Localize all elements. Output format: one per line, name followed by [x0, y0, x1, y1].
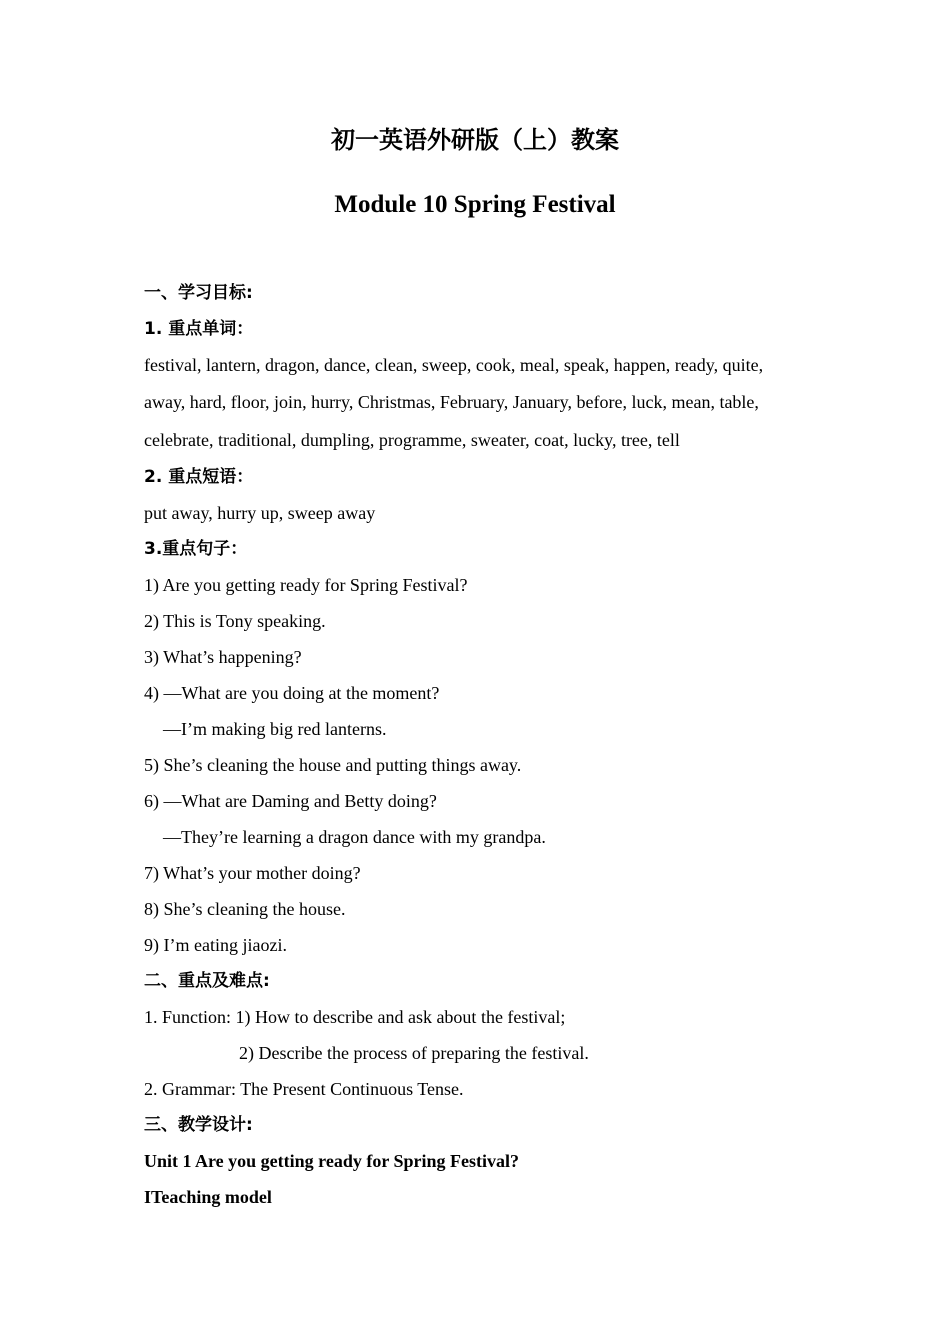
key-words-line: festival, lantern, dragon, dance, clean, sweep, cook, meal, speak, happen, ready, quite,: [144, 355, 764, 375]
sentence-item: 4) —What are you doing at the moment?: [144, 682, 440, 703]
teaching-model-heading: ITeaching model: [144, 1186, 272, 1207]
subheading-key-sentences: 3.重点句子：: [144, 538, 248, 559]
function-line-continued: 2) Describe the process of preparing the festival.: [239, 1042, 589, 1063]
sentence-item: 8) She’s cleaning the house.: [144, 898, 346, 919]
grammar-line: 2. Grammar: The Present Continuous Tense.: [144, 1078, 464, 1099]
sentence-item: 2) This is Tony speaking.: [144, 610, 326, 631]
subheading-key-phrases: 2. 重点短语：: [144, 466, 254, 487]
document-title-chinese: 初一英语外研版（上）教案: [331, 126, 619, 154]
sentence-item: 9) I’m eating jiaozi.: [144, 934, 287, 955]
subheading-key-words: 1. 重点单词：: [144, 319, 254, 339]
sentence-item: 7) What’s your mother doing?: [144, 862, 361, 883]
document-title-english: Module 10 Spring Festival: [334, 191, 616, 218]
key-phrases-text: put away, hurry up, sweep away: [144, 502, 376, 523]
section-heading-objectives: 一、学习目标:: [144, 283, 253, 303]
section-heading-key-points: 二、重点及难点:: [144, 970, 270, 991]
key-words-line: away, hard, floor, join, hurry, Christmas, February, January, before, luck, mean, table,: [144, 392, 759, 413]
section-heading-teaching-design: 三、教学设计:: [144, 1114, 253, 1135]
sentence-item: 1) Are you getting ready for Spring Festival?: [144, 574, 468, 595]
sentence-item: 5) She’s cleaning the house and putting things away.: [144, 754, 522, 775]
sentence-item: 6) —What are Daming and Betty doing?: [144, 790, 437, 811]
function-line: 1. Function: 1) How to describe and ask about the festival;: [144, 1006, 566, 1027]
sentence-item: 3) What’s happening?: [144, 646, 302, 667]
sentence-item-reply: —I’m making big red lanterns.: [163, 718, 387, 739]
unit-title: Unit 1 Are you getting ready for Spring Festival?: [144, 1150, 519, 1171]
document-body: [144, 275, 824, 1215]
key-words-line: celebrate, traditional, dumpling, programme, sweater, coat, lucky, tree, tell: [144, 429, 680, 450]
sentence-item-reply: —They’re learning a dragon dance with my grandpa.: [163, 826, 546, 847]
